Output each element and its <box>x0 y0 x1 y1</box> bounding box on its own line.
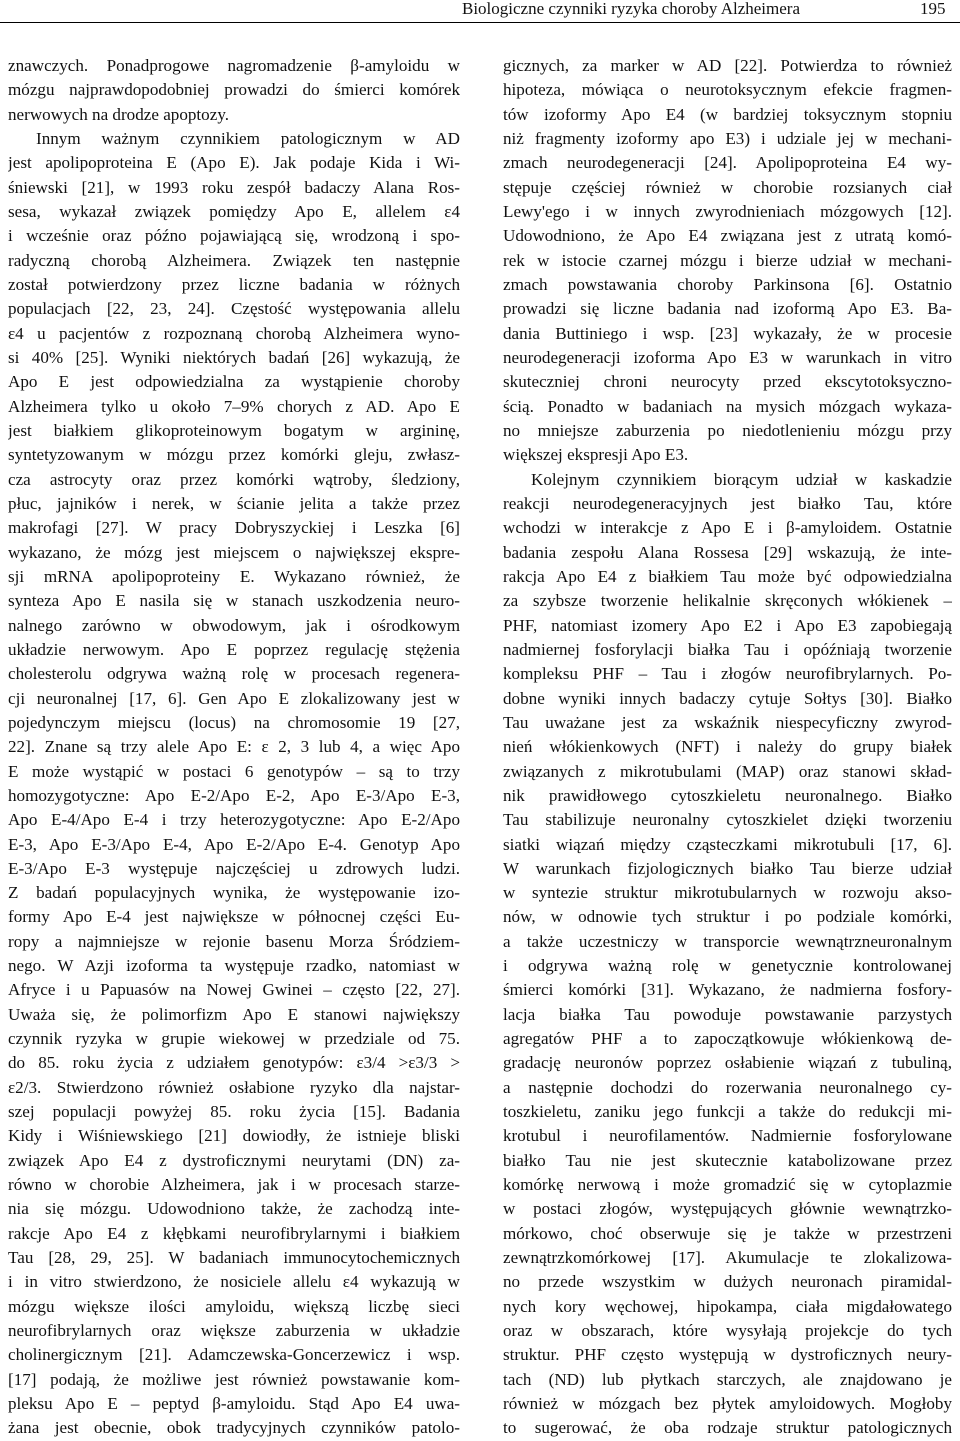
text-line: nerwowych na drodze apoptozy. <box>8 104 230 124</box>
text-line: pojedynczym miejscu (locus) na chromosomie 19 [27, <box>8 712 460 732</box>
text-line: krotubul i neurofilamentów. Nadmiernie fosforylowane <box>503 1126 952 1146</box>
text-line: w postaci złogów, występujących głównie wewnątrzko- <box>503 1199 952 1219</box>
text-line: nik prawidłowego cytoszkieletu neuronalnego. Białko <box>503 785 952 805</box>
text-line: Alzheimera tylko u około 7–9% chorych z AD. Apo E <box>8 396 460 416</box>
text-line: czynnik ryzyka w grupie wiekowej w przedziale od 75. <box>8 1029 460 1049</box>
text-line: Innym ważnym czynnikiem patologicznym w AD <box>36 128 460 148</box>
text-line: mózgu najprawdopodobniej prowadzi do śmierci komórek <box>8 80 460 100</box>
text-line: większej ekspresji Apo E3. <box>503 445 689 465</box>
text-line: no przede wszystkim w dużych neuronach piramidal- <box>503 1272 952 1292</box>
text-line: sji mRNA apolipoproteiny E. Wykazano również, że <box>8 566 460 586</box>
text-line: wykazano, że mózg jest miejscem o największej ekspre- <box>8 542 460 562</box>
text-line: siatki wiązań między cząsteczkami mikrotubuli [17, 6]. <box>503 834 952 854</box>
text-line: Apo E-4/Apo E-4 i trzy heterozygotyczne: Apo E-2/Apo <box>8 810 460 830</box>
text-line: [17] podają, że możliwe jest również powstawanie kom- <box>8 1369 460 1389</box>
text-line: tów izoformy Apo E4 (w bardziej toksycznym stopniu <box>503 104 952 124</box>
text-line: pleksu Apo E – peptyd β-amyloidu. Stąd Apo E4 uwa- <box>8 1394 460 1414</box>
text-line: to sugerować, że oba rodzaje struktur patologicznych <box>503 1418 952 1438</box>
text-line: neurofibrylarnych oraz większe zaburzenia w układzie <box>8 1321 460 1341</box>
running-title: Biologiczne czynniki ryzyka choroby Alzheimera <box>462 0 800 18</box>
text-line: E-3, Apo E-3/Apo E-4, Apo E-2/Apo E-4. Genotyp Apo <box>8 834 460 854</box>
text-line: Kolejnym czynnikiem biorącym udział w kaskadzie <box>531 469 952 489</box>
text-line: radyczną chorobą Alzheimera. Związek ten następnie <box>8 250 460 270</box>
text-line: rakcje Apo E4 z kłębkami neurofibrylarnymi i białkiem <box>8 1223 460 1243</box>
text-line: cji neuronalnej [17, 6]. Gen Apo E zlokalizowany jest w <box>8 688 460 708</box>
text-line: za szybsze tworzenie helikalnie skręconych włókienek – <box>503 591 952 611</box>
text-line: Apo E jest odpowiedzialna za wystąpienie choroby <box>8 372 460 392</box>
right-text-column <box>503 54 952 1441</box>
text-line: badania zespołu Alana Rossesa [29] wskazują, że inte- <box>503 542 952 562</box>
text-line: komórkę nerwową i może gromadzić się w cytoplazmie <box>503 1175 952 1195</box>
text-line: nia się mózgu. Udowodniono także, że zachodzą inte- <box>8 1199 460 1219</box>
text-line: oraz w obszarach, które wysyłają projekcje do tych <box>503 1321 952 1341</box>
text-line: struktur. PHF często występują w dystroficznych neury- <box>503 1345 952 1365</box>
text-line: 22]. Znane są trzy alele Apo E: ε 2, 3 lub 4, a więc Apo <box>8 737 460 757</box>
text-line: nadmiernej fosforylacji białka Tau i opóźniają tworzenie <box>503 639 952 659</box>
text-line: toszkieletu, zaniku jego funkcji a także do redukcji mi- <box>503 1102 952 1122</box>
text-line: dobne wyniki innych badaczy cytuje Sołtys [30]. Białko <box>503 688 952 708</box>
text-line: płuc, jajników i nerek, w ścianie jelita a także przez <box>8 493 460 513</box>
text-line: wchodzi w interakcje z Apo E i β-amyloidem. Ostatnie <box>503 518 952 538</box>
text-line: nego. W Azji izoforma ta występuje rzadko, natomiast w <box>8 956 460 976</box>
text-line: śmierci komórki [31]. Wykazano, że nadmierna fosfory- <box>503 980 952 1000</box>
text-line: mórkowo, choć obserwuje się je także w przestrzeni <box>503 1223 952 1243</box>
text-line: PHF, natomiast izomery Apo E2 i Apo E3 zapobiegają <box>503 615 952 635</box>
text-line: ε4 u pacjentów z rozpoznaną chorobą Alzheimera wyno- <box>8 323 460 343</box>
text-line: i in vitro stwierdzono, że nosiciele allelu ε4 wykazują w <box>8 1272 460 1292</box>
running-header <box>0 0 960 23</box>
text-line: sesa, wykazał związek pomiędzy Apo E, allelem ε4 <box>8 201 460 221</box>
text-line: gicznych, za marker w AD [22]. Potwierdza to również <box>503 56 952 75</box>
text-line: populacjach [22, 23, 24]. Częstość występowania allelu <box>8 299 460 319</box>
text-line: Tau [28, 29, 25]. W badaniach immunocytochemicznych <box>8 1248 460 1268</box>
text-line: a także uczestniczy w transporcie wewnątrzneuronalnym <box>503 931 952 951</box>
text-line: śniewski [21], w 1993 roku zespół badaczy Alana Ros- <box>8 177 460 197</box>
text-line: nych kory węchowej, hipokampa, ciała migdałowatego <box>503 1296 952 1316</box>
text-line: mózgu większe ilości amyloidu, większą liczbę sieci <box>8 1296 460 1316</box>
text-line: neurodegeneracji izoforma Apo E3 w warunkach in vitro <box>503 347 952 367</box>
text-line: ropy a najmniejsze w rejonie basenu Morza Śródziem- <box>8 931 460 951</box>
text-line: do 85. roku życia z udziałem genotypów: ε3/4 >ε3/3 > <box>8 1053 460 1073</box>
text-line: rek w istocie czarnej mózgu i bierze udział w mechani- <box>503 250 952 270</box>
text-line: zmach neurodegeneracji [24]. Apolipoproteina E4 wy- <box>503 153 952 173</box>
text-line: jest białkiem glikoproteinowym bogatym w argininę, <box>8 420 460 440</box>
left-text-column <box>8 54 460 1441</box>
text-line: zmach powstawania choroby Parkinsona [6]. Ostatnio <box>503 274 952 294</box>
text-line: szej populacji powyżej 85. roku życia [15]. Badania <box>8 1102 460 1122</box>
text-line: nień włókienkowych (NFT) i należy do grupy białek <box>503 737 952 757</box>
text-line: Tau uważane jest za wskaźnik niespecyficzny zwyrod- <box>503 712 952 732</box>
text-line: cholinergicznym [21]. Adamczewska-Goncerzewicz i wsp. <box>8 1345 460 1365</box>
text-line: homozygotyczne: Apo E-2/Apo E-2, Apo E-3/Apo E-3, <box>8 785 460 805</box>
text-line: niż fragmenty izoformy apo E3) i udziale jej w mechani- <box>503 128 952 148</box>
text-line: cza astrocyty oraz przez komórki wątroby, śledziony, <box>8 469 460 489</box>
text-line: prowadzi się liczne badania nad izoformą Apo E3. Ba- <box>503 299 952 319</box>
text-line: cholesterolu odgrywa ważną rolę w procesach regenera- <box>8 664 460 684</box>
text-line: Z badań populacyjnych wynika, że występowanie izo- <box>8 883 460 903</box>
text-line: E może wystąpić w postaci 6 genotypów – są to trzy <box>8 761 460 781</box>
text-line: nów, w odnowie tych struktur i po podziale komórki, <box>503 907 952 927</box>
text-line: i odgrywa ważną rolę w genetycznie kontrolowanej <box>503 956 952 976</box>
text-line: został potwierdzony przez liczne badania w różnych <box>8 274 460 294</box>
text-line: również w mózgach bez płytek amyloidowych. Mogłoby <box>503 1394 952 1414</box>
text-line: kompleksu PHF – Tau i złogów neurofibrylarnych. Po- <box>503 664 952 684</box>
text-line: reakcji neurodegeneracyjnych jest białko Tau, które <box>503 493 952 513</box>
text-line: tach (ND) lub płytkach starczych, ale znajdowano je <box>503 1369 952 1389</box>
text-line: żana jest obecnie, obok tradycyjnych czynników patolo- <box>8 1418 460 1438</box>
text-line: Afryce i u Papuasów na Nowej Gwinei – często [22, 27]. <box>8 980 460 1000</box>
text-line: a następnie dochodzi do rozerwania neuronalnego cy- <box>503 1077 952 1097</box>
text-line: zewnątrzkomórkowej [17]. Akumulacje te zlokalizowa- <box>503 1248 952 1268</box>
text-line: w syntezie struktur mikrotubularnych w rozwoju akso- <box>503 883 952 903</box>
text-line: gradację neuronów poprzez osłabienie wiązań z tubuliną, <box>503 1053 952 1073</box>
text-line: agregatów PHF a to zapoczątkowuje włókienkową de- <box>503 1029 952 1049</box>
text-line: syntetyzowanym w mózgu przez komórki gleju, zwłasz- <box>8 445 460 465</box>
text-line: nalnego zarówno w obwodowym, jak i ośrodkowym <box>8 615 460 635</box>
text-line: równo w chorobie Alzheimera, jak i w procesach starze- <box>8 1175 460 1195</box>
text-line: znawczych. Ponadprogowe nagromadzenie β-amyloidu w <box>8 56 460 75</box>
text-line: Uważa się, że polimorfizm Apo E stanowi największy <box>8 1004 460 1024</box>
text-line: układzie nerwowym. Apo E poprzez regulację stężenia <box>8 639 460 659</box>
text-line: si 40% [25]. Wyniki niektórych badań [26] wykazują, że <box>8 347 460 367</box>
text-line: no mniejsze zaburzenia po niedotlenieniu mózgu przy <box>503 420 952 440</box>
text-line: Lewy'ego i w innych zwyrodnieniach mózgowych [12]. <box>503 201 952 221</box>
text-line: ε2/3. Stwierdzono również osłabione ryzyko dla najstar- <box>8 1077 460 1097</box>
text-line: Udowodniono, że Apo E4 związana jest z utratą komó- <box>503 226 952 246</box>
text-line: hipoteza, mówiąca o neurotoksycznym efekcie fragmen- <box>503 80 952 100</box>
text-line: ścią. Ponadto w badaniach na mysich mózgach wykaza- <box>503 396 952 416</box>
text-line: stępuje częściej również w chorobie rozsianych ciał <box>503 177 952 197</box>
text-line: makrofagi [27]. W pracy Dobryszyckiej i Leszka [6] <box>8 518 460 538</box>
text-line: W warunkach fizjologicznych białko Tau bierze udział <box>503 858 952 878</box>
text-line: i wcześnie oraz późno pojawiającą się, wrodzoną i spo- <box>8 226 460 246</box>
page-number: 195 <box>920 0 946 18</box>
text-line: Tau stabilizuje neuronalny cytoszkielet dzięki tworzeniu <box>503 810 952 830</box>
text-line: białko Tau nie jest skutecznie katabolizowane przez <box>503 1150 952 1170</box>
text-line: związek Apo E4 z dystroficznymi neurytami (DN) za- <box>8 1150 460 1170</box>
text-line: synteza Apo E nasila się w stanach uszkodzenia neuro- <box>8 591 460 611</box>
text-line: związanych z mikrotubulami (MAP) oraz stanowi skład- <box>503 761 952 781</box>
text-line: formy Apo E-4 jest największe w północnej części Eu- <box>8 907 460 927</box>
text-line: rakcja Apo E4 z białkiem Tau może być odpowiedzialna <box>503 566 952 586</box>
text-line: lacja białka Tau powoduje powstawanie parzystych <box>503 1004 952 1024</box>
text-line: E-3/Apo E-3 występuje najczęściej u zdrowych ludzi. <box>8 858 460 878</box>
text-line: skuteczniej chroni neurocyty przed ekscytotoksyczno- <box>503 372 952 392</box>
text-line: jest apolipoproteina E (Apo E). Jak podaje Kida i Wi- <box>8 153 460 173</box>
text-line: Kidy i Wiśniewskiego [21] dowiodły, że istnieje bliski <box>8 1126 460 1146</box>
text-line: dania Buttiniego i wsp. [23] wykazały, że w procesie <box>503 323 952 343</box>
